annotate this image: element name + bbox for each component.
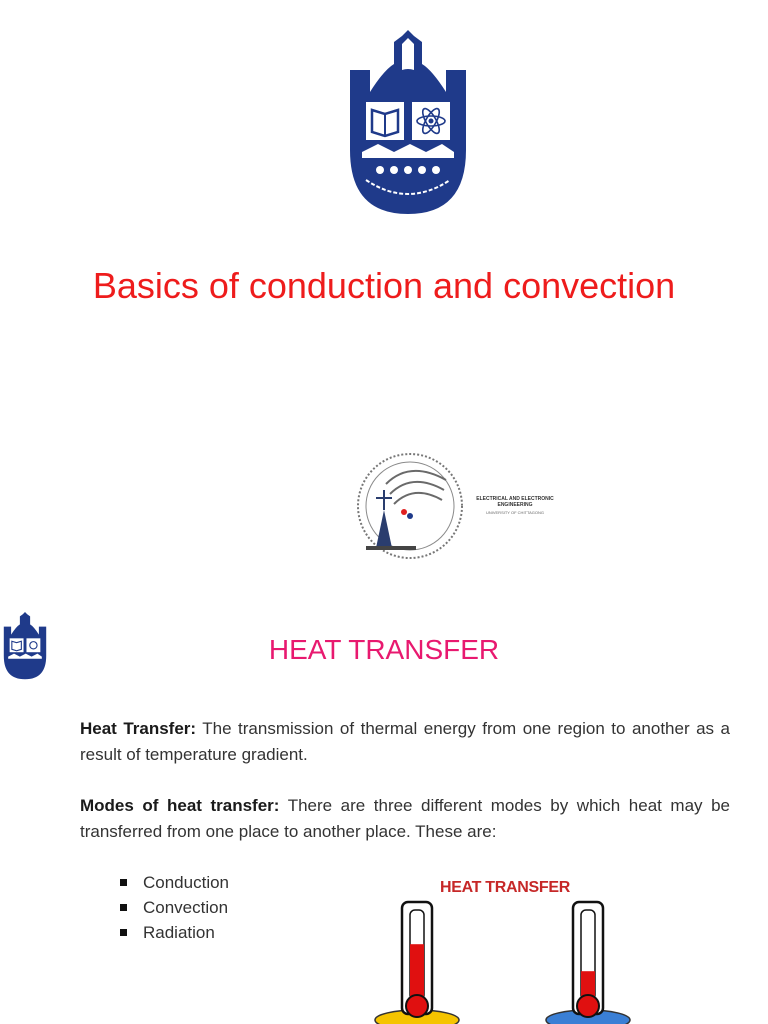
thermometer-right xyxy=(573,902,603,1017)
list-item: Conduction xyxy=(120,870,229,895)
modes-list xyxy=(120,870,229,945)
eee-logo-subtitle: UNIVERSITY OF CHITTAGONG xyxy=(485,510,545,515)
modes-text: There are three different modes by which heat may be transferred from one place to another place. These are: xyxy=(80,796,730,841)
figure-title: HEAT TRANSFER xyxy=(439,879,571,896)
thermometer-figure xyxy=(370,896,640,1024)
university-logo xyxy=(342,30,474,216)
thermometer-left xyxy=(402,902,432,1017)
section-title: HEAT TRANSFER xyxy=(268,634,500,665)
slide-title: Basics of conduction and convection xyxy=(92,265,676,306)
list-item: Radiation xyxy=(120,920,229,945)
mercury-column-left xyxy=(410,944,424,1000)
definition-term: Heat Transfer: xyxy=(80,719,197,738)
modes-paragraph xyxy=(80,793,730,845)
definition-text: The transmission of thermal energy from one region to another as a result of temperature gradient. xyxy=(80,719,730,764)
definition-paragraph xyxy=(80,716,730,768)
eee-logo-text: ELECTRICAL AND ELECTRONIC ENGINEERING xyxy=(476,496,554,508)
list-item: Convection xyxy=(120,895,229,920)
modes-term: Modes of heat transfer: xyxy=(80,796,280,815)
